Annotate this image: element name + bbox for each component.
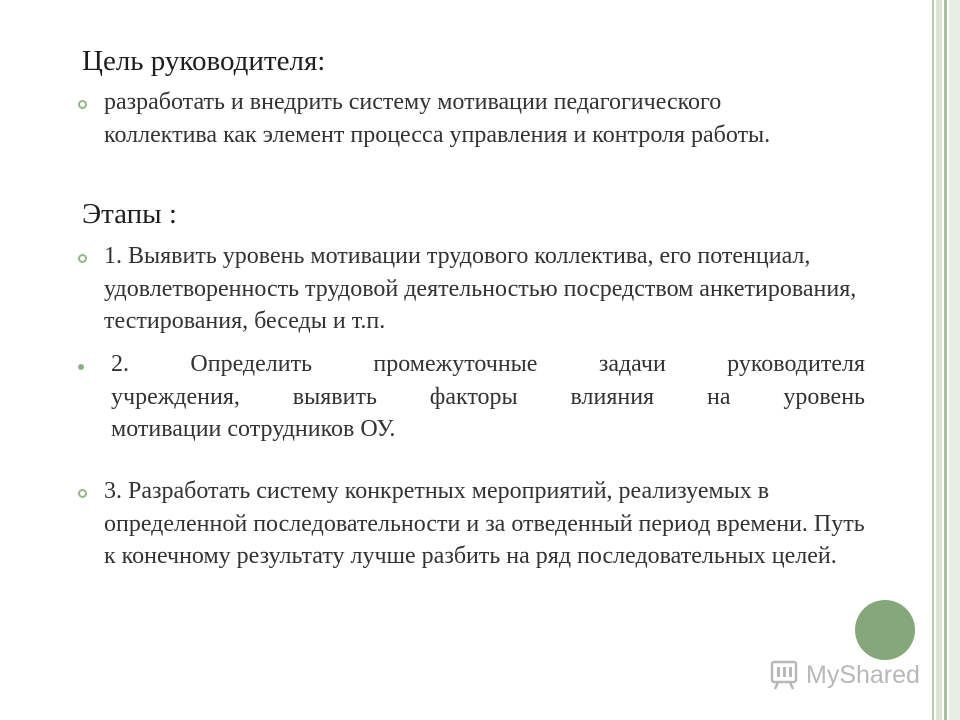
stripe (944, 0, 947, 720)
stage-2-line: мотивации сотрудников ОУ. (111, 416, 396, 442)
bullet-dot-icon (78, 364, 84, 370)
bullet-ring-icon (78, 489, 87, 498)
watermark-text: MyShared (806, 660, 920, 689)
stripe (936, 0, 942, 720)
bullet-ring-icon (78, 254, 87, 263)
stage-2-line: учреждения, выявить факторы влияния на уровень (111, 383, 865, 410)
stripe (932, 0, 934, 720)
stripe (949, 0, 960, 720)
stage-2-line: 2. Определить промежуточные задачи руководителя (111, 351, 865, 377)
stage-1-text: 1. Выявить уровень мотивации трудового коллектива, его потенциал, удовлетворенность трудовой деятельностью посредством анкетирования, тестирования, беседы и т.п. (104, 243, 857, 334)
right-border-stripes (932, 0, 960, 720)
goal-heading: Цель руководителя: (82, 45, 326, 77)
myshared-logo-icon (768, 659, 800, 691)
myshared-watermark (768, 657, 920, 693)
stage-3-text: 3. Разработать систему конкретных мероприятий, реализуемых в определенной последовательности и за отведенный период времени. Путь к конечному результату лучше разбить на ряд последовательных целей. (104, 478, 865, 569)
decorative-green-circle (855, 600, 915, 660)
goal-text: разработать и внедрить систему мотивации педагогического коллектива как элемент процесса управления и контроля работы. (104, 89, 771, 148)
bullet-ring-icon (78, 100, 87, 109)
stages-heading: Этапы : (82, 198, 177, 230)
stage-2-text (111, 348, 865, 446)
